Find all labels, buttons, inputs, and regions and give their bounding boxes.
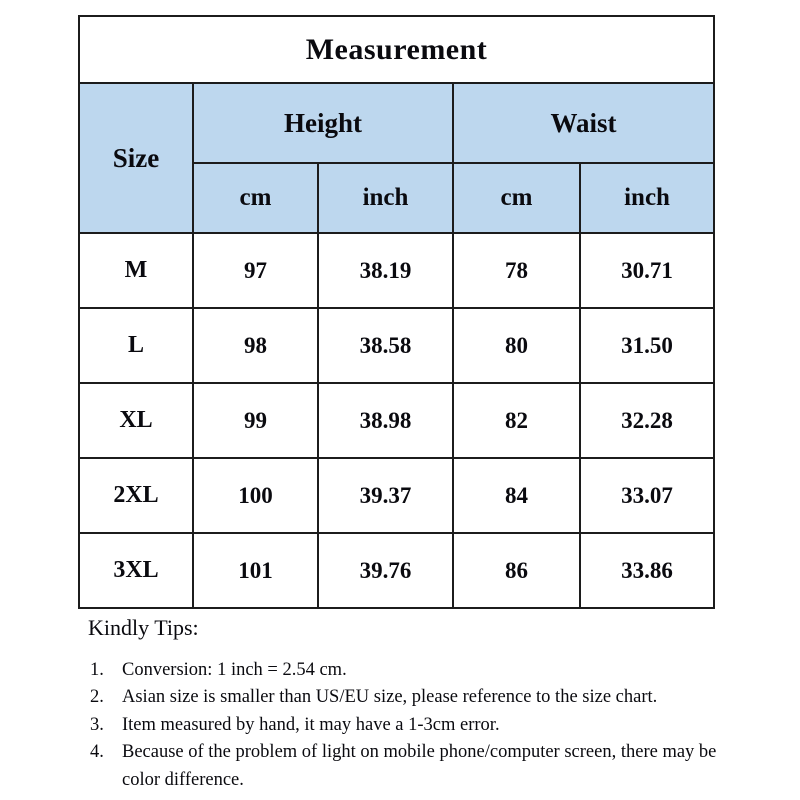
height-inch-cell: 39.37 <box>318 458 453 533</box>
table-row <box>79 233 714 308</box>
size-cell: XL <box>79 383 193 458</box>
tip-text: Conversion: 1 inch = 2.54 cm. <box>122 660 347 680</box>
height-inch-cell: 39.76 <box>318 533 453 608</box>
waist-cm-cell: 78 <box>453 233 580 308</box>
tip-number: 4. <box>90 742 104 763</box>
tips-heading: Kindly Tips: <box>88 615 199 640</box>
tip-text: Asian size is smaller than US/EU size, please reference to the size chart. <box>122 687 658 708</box>
height-inch-header: inch <box>318 163 453 233</box>
waist-inch-cell: 33.07 <box>580 458 714 533</box>
height-cm-header: cm <box>193 163 318 233</box>
height-group-header: Height <box>193 83 453 163</box>
waist-cm-cell: 86 <box>453 533 580 608</box>
waist-cm-cell: 82 <box>453 383 580 458</box>
waist-inch-cell: 31.50 <box>580 308 714 383</box>
tip-text: Item measured by hand, it may have a 1-3cm error. <box>122 714 500 735</box>
table-row <box>79 458 714 533</box>
table-title-row <box>79 16 714 83</box>
waist-group-header: Waist <box>453 83 714 163</box>
waist-inch-header: inch <box>580 163 714 233</box>
height-inch-cell: 38.58 <box>318 308 453 383</box>
table-row <box>79 533 714 608</box>
height-inch-cell: 38.98 <box>318 383 453 458</box>
tips-list <box>88 657 743 794</box>
height-cm-cell: 100 <box>193 458 318 533</box>
waist-inch-cell: 30.71 <box>580 233 714 308</box>
waist-inch-cell: 33.86 <box>580 533 714 608</box>
height-inch-cell: 38.19 <box>318 233 453 308</box>
size-cell: 2XL <box>79 458 193 533</box>
tip-number: 1. <box>90 660 104 680</box>
height-cm-cell: 101 <box>193 533 318 608</box>
table-row <box>79 383 714 458</box>
tip-item <box>88 739 743 794</box>
size-cell: M <box>79 233 193 308</box>
tip-item <box>88 657 743 684</box>
waist-cm-cell: 84 <box>453 458 580 533</box>
size-cell: L <box>79 308 193 383</box>
tip-item <box>88 712 743 739</box>
table-group-header-row <box>79 83 714 163</box>
waist-inch-cell: 32.28 <box>580 383 714 458</box>
tip-item <box>88 684 743 711</box>
height-cm-cell: 98 <box>193 308 318 383</box>
tip-number: 3. <box>90 714 104 735</box>
size-cell: 3XL <box>79 533 193 608</box>
waist-cm-header: cm <box>453 163 580 233</box>
tip-number: 2. <box>90 687 104 708</box>
table-title: Measurement <box>79 16 714 83</box>
size-column-header: Size <box>79 83 193 233</box>
height-cm-cell: 97 <box>193 233 318 308</box>
waist-cm-cell: 80 <box>453 308 580 383</box>
table-row <box>79 308 714 383</box>
height-cm-cell: 99 <box>193 383 318 458</box>
tips-section <box>88 615 743 794</box>
measurement-table <box>78 15 715 609</box>
tip-text: Because of the problem of light on mobile phone/computer screen, there may be color difference. <box>122 742 717 790</box>
